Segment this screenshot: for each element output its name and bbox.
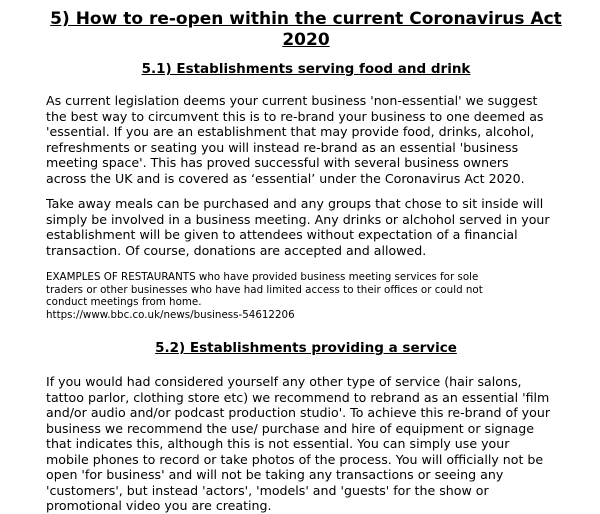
page-title-line-1: 5) How to re-open within the current Coronavirus Act [50, 9, 562, 29]
text-line: simply be involved in a business meeting. Any drinks or alchohol served in your [46, 211, 550, 227]
text-line: the best way to circumvent this is to re-brand your business to one deemed as [46, 108, 544, 124]
text-line: traders or other businesses who have had limited access to their offices or could not [46, 283, 483, 296]
text-line: mobile phones to record or take photos of the process. You will officially not be [46, 451, 544, 467]
text-line: transaction. Of course, donations are accepted and allowed. [46, 242, 427, 258]
text-line: that indicates this, although this is not essential. You can simply use your [46, 436, 510, 451]
text-line: across the UK and is covered as ‘essential’ under the Coronavirus Act 2020. [46, 170, 525, 186]
text-line: business we recommend the use/ purchase and hire of equipment or signage [46, 420, 535, 436]
section-heading-food-drink: 5.1) Establishments serving food and drink [141, 61, 471, 77]
text-line: 'customers', but instead 'actors', 'models' and 'guests' for the show or [46, 482, 489, 498]
text-line: Take away meals can be purchased and any groups that chose to sit inside will [46, 196, 544, 211]
section-heading-service: 5.2) Establishments providing a service [155, 340, 457, 356]
paragraph-rebrand-studio [46, 374, 576, 514]
paragraph-rebrand-meeting-space [46, 93, 576, 186]
text-line: meeting space'. This has proved successful with several business owners [46, 155, 509, 170]
text-line: establishment will be given to attendees without expectation of a financial [46, 227, 518, 242]
text-line: open 'for business' and will not be taking any transactions or seeing any [46, 467, 504, 482]
example-url: https://www.bbc.co.uk/news/business-54612206 [46, 308, 295, 321]
text-line: and/or audio and/or podcast production studio'. To achieve this re-brand of your [46, 405, 550, 420]
text-line: If you would had considered yourself any other type of service (hair salons, [46, 374, 522, 389]
text-line: promotional video you are creating. [46, 498, 272, 513]
text-line: refreshments or seating you will instead re-brand as an essential 'business [46, 139, 519, 155]
paragraph-take-away [46, 196, 576, 258]
page-title-line-2: 2020 [282, 30, 330, 50]
text-line: conduct meetings from home. [46, 296, 202, 308]
text-line: tattoo parlor, clothing store etc) we recommend to rebrand as an essential 'film [46, 389, 550, 405]
examples-note [46, 271, 576, 321]
page-title [40, 9, 572, 51]
text-line: 'essential. If you are an establishment that may provide food, drinks, alcohol, [46, 124, 535, 139]
text-line: As current legislation deems your current business 'non-essential' we suggest [46, 93, 538, 108]
text-line: EXAMPLES OF RESTAURANTS who have provided business meeting services for sole [46, 271, 479, 283]
